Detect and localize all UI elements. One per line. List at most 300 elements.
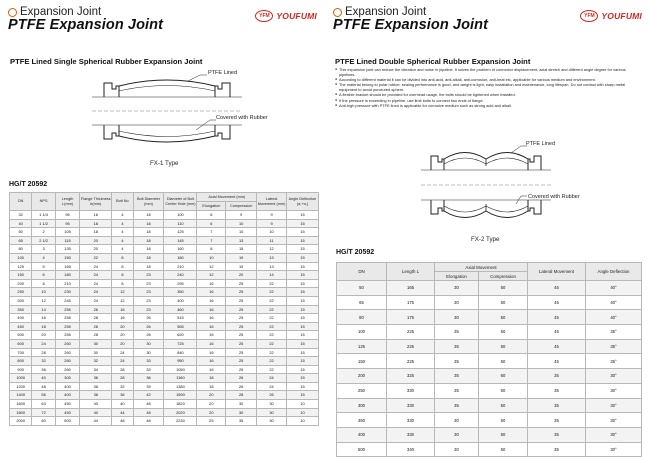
table-cell: 18 — [133, 211, 164, 220]
spec-table-single — [9, 192, 319, 426]
table-cell: 7 — [197, 236, 226, 245]
table-cell: 22 — [257, 288, 287, 297]
table-cell: 400 — [164, 296, 197, 305]
table-cell: 500 — [337, 442, 387, 457]
table-cell: 36 — [112, 391, 133, 400]
table-cell: 9 — [257, 219, 287, 228]
table-cell: 4 — [32, 253, 55, 262]
table-cell: 35° — [586, 354, 642, 369]
table-cell: 165 — [387, 281, 435, 296]
table-cell: 150 — [337, 354, 387, 369]
list-item: ● A flexible bracket should be provided for overhead usage, the bolts should be tightened when installed. — [335, 92, 640, 97]
table-cell: 105 — [55, 228, 80, 237]
table-cell: 24 — [80, 271, 112, 280]
table-cell: 35 — [528, 427, 586, 442]
left-page — [0, 0, 325, 445]
table-cell: 18 — [197, 382, 226, 391]
brand-logo — [255, 10, 317, 22]
table-cell: 15 — [286, 271, 318, 280]
table-cell: 26 — [80, 305, 112, 314]
table-cell: 15 — [286, 236, 318, 245]
table-cell: 15 — [286, 331, 318, 340]
table-cell: 22 — [257, 305, 287, 314]
table-cell: 1380 — [164, 382, 197, 391]
table-row — [10, 219, 319, 228]
table-cell: 400 — [55, 382, 80, 391]
table-cell: 18 — [133, 228, 164, 237]
table-cell: 48 — [133, 408, 164, 417]
table-cell: 16 — [112, 314, 133, 323]
table-cell: 225 — [387, 354, 435, 369]
table-cell: 50 — [479, 413, 528, 428]
table-cell: 18 — [197, 374, 226, 383]
section-title: PTFE Lined Double Spherical Rubber Expansion Joint — [335, 57, 531, 66]
table-cell: 30 — [435, 427, 479, 442]
table-cell: 14 — [32, 305, 55, 314]
table-cell: 45 — [528, 325, 586, 340]
table-cell: 180 — [55, 271, 80, 280]
table-cell: 330 — [387, 398, 435, 413]
table-cell: 35 — [435, 369, 479, 384]
table-cell: 8 — [112, 253, 133, 262]
table-cell: 32 — [112, 382, 133, 391]
table-cell: 25 — [226, 339, 257, 348]
table-cell: 4 — [112, 236, 133, 245]
table-cell: 36 — [80, 374, 112, 383]
table-cell: 22 — [257, 365, 287, 374]
table-cell: 620 — [164, 331, 197, 340]
logo-mark-icon: YFM — [580, 10, 598, 22]
table-cell: 25 — [226, 365, 257, 374]
table-cell: 10 — [286, 400, 318, 409]
table-cell: 16 — [197, 357, 226, 366]
table-cell: 40° — [586, 310, 642, 325]
feature-list — [335, 67, 640, 108]
table-cell: 50 — [479, 354, 528, 369]
table-cell: 180 — [164, 253, 197, 262]
table-cell: 16 — [197, 279, 226, 288]
table-cell: 300 — [10, 296, 32, 305]
col-header-elongation: Elongation — [197, 202, 226, 211]
table-cell: 28 — [32, 348, 55, 357]
table-cell: 16 — [197, 296, 226, 305]
table-cell: 35 — [435, 339, 479, 354]
table-cell: 460 — [164, 305, 197, 314]
table-cell: 30 — [435, 295, 479, 310]
logo-text: YOUFUMI — [601, 11, 642, 21]
table-cell: 8 — [32, 279, 55, 288]
table-cell: 1160 — [164, 374, 197, 383]
table-cell: 20 — [80, 245, 112, 254]
table-cell: 35° — [586, 325, 642, 340]
table-cell: 65 — [337, 295, 387, 310]
table-cell: 100 — [10, 253, 32, 262]
table-cell: 50 — [479, 442, 528, 457]
table-cell: 230 — [55, 288, 80, 297]
table-cell: 15 — [286, 279, 318, 288]
table-cell: 20 — [32, 331, 55, 340]
table-cell: 160 — [164, 245, 197, 254]
table-cell: 2020 — [164, 408, 197, 417]
header-big-title: PTFE Expansion Joint — [333, 17, 489, 33]
table-cell: 38 — [80, 391, 112, 400]
table-cell: 25 — [226, 322, 257, 331]
table-cell: 210 — [55, 279, 80, 288]
table-cell: 25 — [226, 357, 257, 366]
table-row — [10, 365, 319, 374]
table-cell: 5 — [32, 262, 55, 271]
table-cell: 300 — [337, 398, 387, 413]
table-cell: 125 — [10, 262, 32, 271]
table-cell: 1050 — [164, 365, 197, 374]
table-row — [337, 281, 642, 296]
table-cell: 40 — [80, 408, 112, 417]
table-cell: 19 — [226, 262, 257, 271]
table-cell: 515 — [164, 314, 197, 323]
table-cell: 16 — [197, 305, 226, 314]
label-covered-rubber: Covered with Rubber — [216, 115, 268, 121]
brand-logo — [580, 10, 642, 22]
table-cell: 15 — [286, 348, 318, 357]
table-row — [337, 383, 642, 398]
table-row — [10, 279, 319, 288]
table-cell: 30 — [257, 400, 287, 409]
table-cell: 35 — [528, 442, 586, 457]
col-header-bolt-no: Bolt No — [112, 193, 133, 211]
table-cell: 18 — [80, 219, 112, 228]
table-cell: 32 — [80, 357, 112, 366]
table-cell: 28 — [226, 391, 257, 400]
col-header-bolt-diameter: Bolt Diameter (mm) — [133, 193, 164, 211]
table-cell: 20 — [197, 400, 226, 409]
table-cell: 100 — [164, 211, 197, 220]
table-cell: 40 — [112, 400, 133, 409]
table-cell: 26 — [133, 314, 164, 323]
table-cell: 30° — [586, 369, 642, 384]
standard-label: HG/T 20592 — [336, 249, 375, 256]
table-row — [10, 211, 319, 220]
table-cell: 30 — [80, 348, 112, 357]
table-cell: 24 — [112, 348, 133, 357]
table-cell: 23 — [133, 296, 164, 305]
table-cell: 40 — [10, 219, 32, 228]
table-cell: 450 — [10, 322, 32, 331]
page-header — [8, 6, 163, 33]
table-cell: 9 — [226, 211, 257, 220]
table-cell: 22 — [257, 279, 287, 288]
table-row — [10, 253, 319, 262]
table-cell: 80 — [337, 310, 387, 325]
table-cell: 350 — [10, 305, 32, 314]
table-cell: 30° — [586, 442, 642, 457]
table-cell: 26 — [226, 374, 257, 383]
table-cell: 35° — [586, 339, 642, 354]
table-cell: 15 — [286, 391, 318, 400]
table-cell: 12 — [257, 245, 287, 254]
table-cell: 30° — [586, 427, 642, 442]
table-cell: 50 — [10, 228, 32, 237]
table-cell: 18 — [133, 262, 164, 271]
table-cell: 20 — [112, 339, 133, 348]
col-header-compression: Compression — [479, 272, 528, 281]
table-row — [10, 339, 319, 348]
table-cell: 15 — [286, 314, 318, 323]
table-cell: 48 — [133, 417, 164, 426]
table-cell: 22 — [257, 322, 287, 331]
table-cell: 80 — [10, 245, 32, 254]
table-cell: 30° — [586, 413, 642, 428]
table-cell: 45 — [528, 310, 586, 325]
table-cell: 20 — [197, 408, 226, 417]
table-cell: 24 — [257, 374, 287, 383]
table-cell: 1820 — [164, 400, 197, 409]
table-cell: 50 — [479, 398, 528, 413]
table-cell: 4 — [112, 245, 133, 254]
table-row — [10, 288, 319, 297]
table-cell: 20 — [226, 271, 257, 280]
label-covered-rubber: Covered with Rubber — [528, 194, 580, 200]
table-cell: 35 — [528, 383, 586, 398]
table-cell: 22 — [257, 296, 287, 305]
standard-label: HG/T 20592 — [9, 181, 48, 188]
table-cell: 35 — [226, 417, 257, 426]
table-cell: 30 — [435, 442, 479, 457]
table-cell: 28 — [112, 365, 133, 374]
table-cell: 14 — [257, 271, 287, 280]
table-cell: 15 — [286, 365, 318, 374]
logo-mark-icon: YFM — [255, 10, 273, 22]
table-cell: 42 — [133, 391, 164, 400]
col-header-dn: DN — [10, 193, 32, 211]
table-cell: 225 — [387, 339, 435, 354]
table-cell: 28 — [112, 374, 133, 383]
table-cell: 30 — [226, 400, 257, 409]
table-cell: 30 — [435, 413, 479, 428]
spec-table-double — [336, 262, 642, 457]
table-cell: 16 — [197, 339, 226, 348]
table-cell: 34 — [80, 365, 112, 374]
table-cell: 7 — [197, 228, 226, 237]
table-cell: 450 — [55, 400, 80, 409]
table-cell: 25 — [226, 348, 257, 357]
table-row — [10, 417, 319, 426]
list-item: ● According to different material it can be divided into anti-acid, anti-alkali, anti-corrosion, anti-heat etc, applicable for various medium and environment. — [335, 77, 640, 82]
table-row — [337, 398, 642, 413]
table-cell: 6 — [197, 219, 226, 228]
table-cell: 64 — [32, 400, 55, 409]
table-cell: 25 — [226, 305, 257, 314]
double-sphere-joint-diagram-icon — [421, 142, 551, 228]
table-cell: 200 — [337, 369, 387, 384]
table-cell: 15 — [286, 296, 318, 305]
table-cell: 255 — [55, 305, 80, 314]
table-cell: 24 — [32, 339, 55, 348]
table-cell: 72 — [32, 408, 55, 417]
table-cell: 600 — [10, 339, 32, 348]
table-cell: 250 — [10, 288, 32, 297]
table-cell: 295 — [164, 279, 197, 288]
logo-text: YOUFUMI — [276, 11, 317, 21]
table-cell: 20 — [80, 236, 112, 245]
single-sphere-joint-diagram-icon — [92, 70, 242, 152]
table-cell: 260 — [55, 348, 80, 357]
table-cell: 1590 — [164, 391, 197, 400]
table-cell: 15 — [286, 219, 318, 228]
header-small-title: Expansion Joint — [345, 6, 427, 18]
table-cell: 35 — [528, 398, 586, 413]
table-cell: 20 — [112, 331, 133, 340]
table-cell: 25 — [226, 288, 257, 297]
table-cell: 125 — [337, 339, 387, 354]
table-cell: 300 — [55, 374, 80, 383]
table-cell: 20 — [112, 322, 133, 331]
table-cell: 40 — [32, 374, 55, 383]
table-cell: 2 — [32, 228, 55, 237]
table-cell: 95 — [55, 211, 80, 220]
table-cell: 565 — [164, 322, 197, 331]
table-cell: 22 — [257, 331, 287, 340]
section-title: PTFE Lined Single Spherical Rubber Expansion Joint — [10, 57, 203, 66]
table-cell: 16 — [197, 331, 226, 340]
col-header-elongation: Elongation — [435, 272, 479, 281]
table-row — [10, 245, 319, 254]
table-cell: 840 — [164, 348, 197, 357]
table-cell: 400 — [10, 314, 32, 323]
table-cell: 15 — [286, 374, 318, 383]
table-cell: 15 — [286, 382, 318, 391]
table-cell: 50 — [479, 339, 528, 354]
table-row — [10, 408, 319, 417]
page-header — [333, 6, 488, 33]
table-cell: 4 — [112, 219, 133, 228]
table-cell: 330 — [387, 383, 435, 398]
table-row — [10, 271, 319, 280]
table-cell: 10 — [32, 288, 55, 297]
table-cell: 15 — [286, 211, 318, 220]
table-cell: 15 — [286, 288, 318, 297]
table-cell: 18 — [133, 219, 164, 228]
table-cell: 15 — [286, 322, 318, 331]
table-cell: 350 — [337, 413, 387, 428]
table-cell: 22 — [257, 314, 287, 323]
table-cell: 32 — [10, 211, 32, 220]
table-cell: 16 — [197, 365, 226, 374]
table-cell: 15 — [286, 228, 318, 237]
table-cell: 16 — [32, 314, 55, 323]
table-row — [337, 295, 642, 310]
table-cell: 26 — [257, 391, 287, 400]
table-cell: 8 — [197, 245, 226, 254]
table-cell: 30 — [435, 310, 479, 325]
table-row — [10, 296, 319, 305]
table-cell: 32 — [32, 357, 55, 366]
table-cell: 39 — [133, 382, 164, 391]
table-cell: 50 — [479, 281, 528, 296]
table-cell: 2000 — [10, 417, 32, 426]
table-cell: 11 — [257, 236, 287, 245]
table-cell: 150 — [10, 271, 32, 280]
table-cell: 35 — [528, 413, 586, 428]
table-cell: 60 — [479, 369, 528, 384]
table-cell: 24 — [80, 296, 112, 305]
table-cell: 24 — [257, 382, 287, 391]
table-cell: 10 — [257, 228, 287, 237]
table-cell: 60 — [479, 383, 528, 398]
table-cell: 1000 — [10, 374, 32, 383]
table-cell: 12 — [197, 262, 226, 271]
table-row — [10, 262, 319, 271]
table-cell: 22 — [80, 253, 112, 262]
table-cell: 40° — [586, 295, 642, 310]
table-cell: 10 — [197, 253, 226, 262]
label-ptfe-lined: PTFE Lined — [208, 70, 238, 76]
table-cell: 25 — [226, 296, 257, 305]
table-cell: 16 — [197, 288, 226, 297]
table-cell: 325 — [387, 369, 435, 384]
table-cell: 15 — [286, 253, 318, 262]
col-header-nps: NPS — [32, 193, 55, 211]
table-cell: 24 — [80, 262, 112, 271]
table-cell: 165 — [55, 262, 80, 271]
table-row — [10, 322, 319, 331]
table-cell: 23 — [133, 279, 164, 288]
table-cell: 24 — [80, 288, 112, 297]
col-header-axial: Axial Movement — [435, 263, 528, 272]
table-cell: 18 — [32, 322, 55, 331]
col-header-angle: Angle Deflection — [586, 263, 642, 281]
table-cell: 25 — [197, 417, 226, 426]
table-row — [10, 357, 319, 366]
table-cell: 35 — [435, 383, 479, 398]
table-row — [10, 331, 319, 340]
table-cell: 255 — [55, 314, 80, 323]
table-cell: 260 — [55, 339, 80, 348]
table-cell: 340 — [387, 442, 435, 457]
table-cell: 18 — [133, 253, 164, 262]
table-cell: 240 — [164, 271, 197, 280]
table-cell: 15 — [226, 245, 257, 254]
table-cell: 1 1/2 — [32, 219, 55, 228]
table-cell: 24 — [80, 279, 112, 288]
table-cell: 15 — [286, 305, 318, 314]
table-cell: 22 — [257, 339, 287, 348]
table-cell: 700 — [10, 348, 32, 357]
table-row — [337, 354, 642, 369]
table-cell: 30 — [133, 339, 164, 348]
table-cell: 30 — [435, 281, 479, 296]
table-cell: 950 — [164, 357, 197, 366]
table-cell: 175 — [387, 310, 435, 325]
table-cell: 13 — [257, 262, 287, 271]
table-cell: 145 — [164, 236, 197, 245]
table-cell: 35 — [435, 325, 479, 340]
table-cell: 6 — [32, 271, 55, 280]
table-cell: 12 — [112, 296, 133, 305]
table-row — [10, 391, 319, 400]
table-cell: 30 — [80, 339, 112, 348]
table-cell: 48 — [133, 400, 164, 409]
table-cell: 1200 — [10, 382, 32, 391]
table-cell: 225 — [387, 325, 435, 340]
table-cell: 725 — [164, 339, 197, 348]
table-row — [337, 310, 642, 325]
table-cell: 22 — [257, 348, 287, 357]
table-cell: 16 — [80, 211, 112, 220]
table-cell: 23 — [133, 271, 164, 280]
table-cell: 23 — [133, 305, 164, 314]
table-cell: 50 — [479, 310, 528, 325]
table-cell: 45 — [528, 354, 586, 369]
